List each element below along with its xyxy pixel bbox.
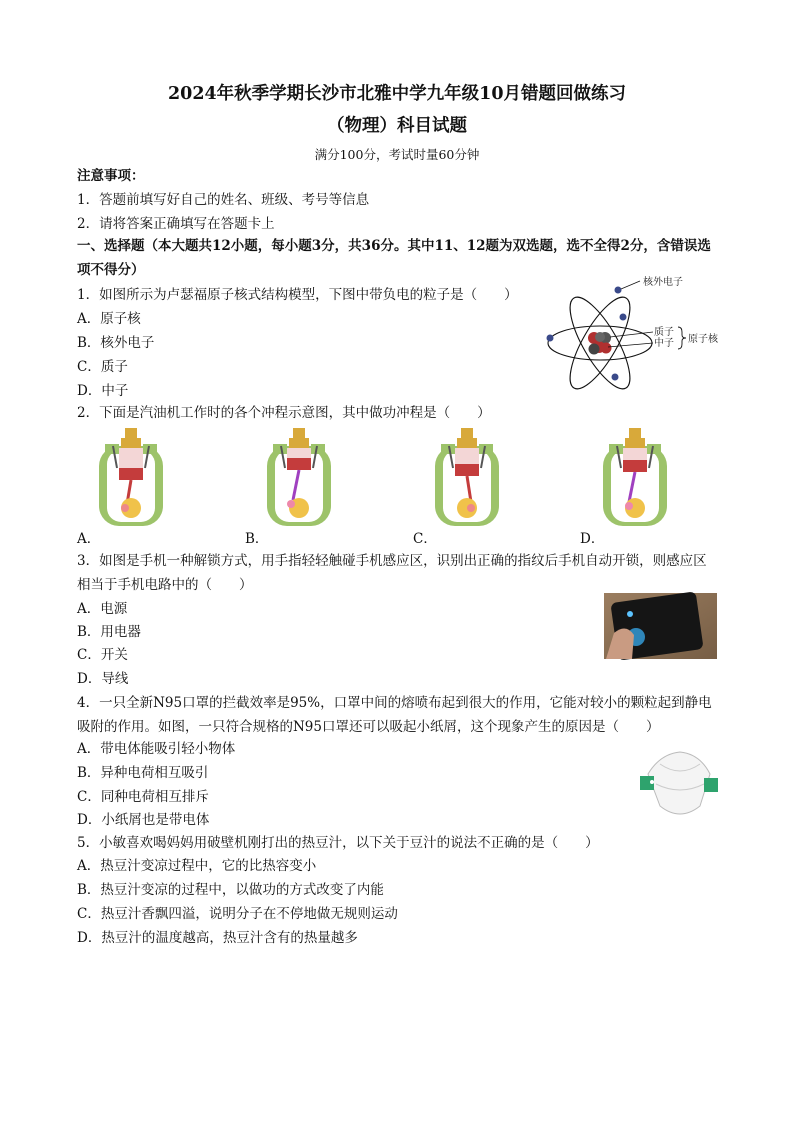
engine-diagram-d (599, 428, 671, 530)
page-title: 2024年秋季学期长沙市北雅中学九年级10月错题回做练习 (167, 84, 627, 104)
option-b: B．热豆汁变凉的过程中，以做功的方式改变了内能 (77, 882, 384, 898)
option-c: C．同种电荷相互排斥 (77, 789, 209, 805)
option-d: D．热豆汁的温度越高，热豆汁含有的热量越多 (77, 930, 358, 946)
page-subtitle: （物理）科目试题 (327, 116, 467, 136)
option-a: A．原子核 (77, 311, 141, 327)
electron (615, 287, 622, 294)
electron (612, 374, 619, 381)
neutron-label: 中子 (654, 338, 674, 349)
question-stem: 1．如图所示为卢瑟福原子核式结构模型，下图中带负电的粒子是（ ） (77, 287, 518, 303)
option-a: A． (77, 531, 101, 547)
electron (620, 314, 627, 321)
option-b: B． (245, 531, 269, 547)
engine-diagram-c (431, 428, 503, 530)
option-c: C． (413, 531, 437, 547)
option-c: C．质子 (77, 359, 128, 375)
option-b: B．异种电荷相互吸引 (77, 765, 209, 781)
option-a: A．热豆汁变凉过程中，它的比热容变小 (77, 858, 317, 874)
question-stem: 2．下面是汽油机工作时的各个冲程示意图，其中做功冲程是（ ） (77, 405, 491, 421)
electron-label: 核外电子 (643, 277, 683, 288)
engine-diagram-b (263, 428, 335, 530)
proton-label: 质子 (654, 327, 674, 338)
option-b: B．核外电子 (77, 335, 155, 351)
option-c: C．开关 (77, 647, 128, 663)
option-d: D．导线 (77, 671, 129, 687)
question-stem: 3．如图是手机一种解锁方式，用手指轻轻触碰手机感应区，识别出正确的指纹后手机自动开锁，则感应区相当于手机电路中的（ ） (77, 553, 707, 593)
question-stem: 4．一只全新N95口罩的拦截效率是95%，口罩中间的熔喷布起到很大的作用，它能对较小的颗粒起到静电吸附的作用。如图，一只符合规格的N95口罩还可以吸起小纸屑，这个现象产生的原因是（ ） (77, 695, 712, 735)
engine-diagram-a (95, 428, 167, 530)
option-b: B．用电器 (77, 624, 141, 640)
option-d: D． (580, 531, 605, 547)
option-a: A．带电体能吸引轻小物体 (77, 741, 236, 757)
n95-mask-figure (640, 748, 718, 824)
option-c: C．热豆汁香飘四溢，说明分子在不停地做无规则运动 (77, 906, 398, 922)
atom-model-figure (548, 277, 723, 400)
exam-info: 满分100分，考试时量60分钟 (314, 147, 480, 162)
nucleus (588, 332, 612, 355)
notice-heading: 注意事项： (77, 168, 145, 184)
electron (547, 335, 554, 342)
phone-fingerprint-figure (604, 593, 717, 659)
nucleus-label: 原子核 (688, 334, 718, 345)
question-stem: 5．小敏喜欢喝妈妈用破壁机刚打出的热豆汁，以下关于豆汁的说法不正确的是（ ） (77, 835, 599, 851)
option-d: D．小纸屑也是带电体 (77, 812, 210, 828)
option-a: A．电源 (77, 601, 128, 617)
option-d: D．中子 (77, 383, 129, 399)
notice-item: 1．答题前填写好自己的姓名、班级、考号等信息 (77, 192, 370, 208)
notice-item: 2．请将答案正确填写在答题卡上 (77, 216, 275, 232)
section-heading: 一、选择题（本大题共12小题，每小题3分，共36分。其中11、12题为双选题，选不全得2分，含错误选项不得分） (77, 238, 711, 278)
